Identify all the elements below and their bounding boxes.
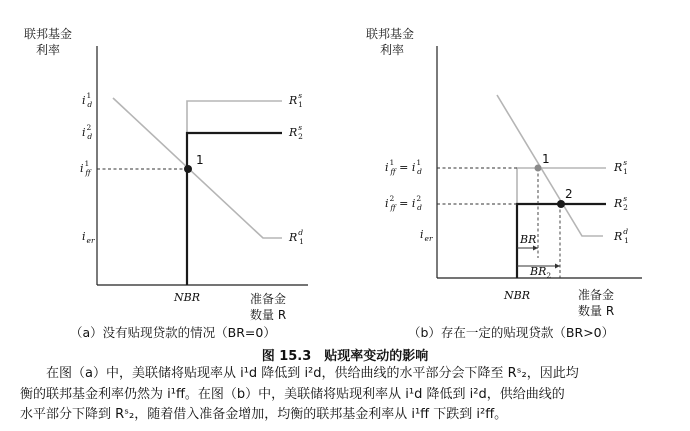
panel-b-x-axis-title-line1: 准备金 <box>578 288 615 302</box>
panel-a-label-rs2: $R^s$ 2 <box>289 123 303 141</box>
body-line-2: 衡的联邦基金利率仍然为 i¹ff。在图（b）中，美联储将贴现利率从 i¹d 降低到 i²d，供给曲线的 <box>20 386 565 402</box>
panel-b-label-rs2: $R^s$ 2 <box>614 194 628 212</box>
panel-a-demand-curve-rd1 <box>113 98 282 238</box>
panel-a-equilibrium-point-1 <box>184 165 192 173</box>
panel-a-y-axis-title-line2: 利率 <box>36 43 61 57</box>
panel-b-tick-i2: $i^2$ ff = $i^2$ d <box>385 194 422 212</box>
panel-b-x-tick-nbr: NBR <box>504 289 530 302</box>
body-line-3: 水平部分下降到 Rˢ₂，随着借入准备金增加，均衡的联邦基金利率从 i¹ff 下跌到 i²ff。 <box>20 407 508 422</box>
panel-b-label-rs1: $R^s$ 1 <box>614 158 628 176</box>
panel-a-caption: （a）没有贴现贷款的情况（BR=0） <box>70 325 276 340</box>
panel-a-tick-ier: $i_{er}$ <box>82 230 95 245</box>
panel-b-label-rd1: $R^d$ 1 <box>614 227 629 245</box>
panel-b-br-label: BR <box>520 233 537 246</box>
panel-b-y-axis-title-line1: 联邦基金 <box>366 27 415 41</box>
panel-a-label-rd1: $R^d$ 1 <box>289 228 304 246</box>
panel-a-tick-iff1: $i^1$ ff <box>80 159 91 177</box>
panel-b-tick-ier: $i_{er}$ <box>420 228 433 243</box>
panel-a-x-axis-title-line1: 准备金 <box>250 292 287 306</box>
panel-b-supply-curve-rs1 <box>517 168 606 278</box>
panel-a <box>24 26 308 322</box>
panel-b-tick-i1: $i^1$ ff = $i^1$ d <box>385 158 422 176</box>
panel-b-point-1-label: 1 <box>542 152 550 166</box>
panel-b-demand-curve-rd1 <box>497 95 603 236</box>
body-text <box>20 364 680 426</box>
panel-a-label-rs1: $R^s$ 1 <box>289 91 303 109</box>
panel-b-point-1 <box>535 165 542 172</box>
panel-a-x-tick-nbr: NBR <box>174 291 200 304</box>
panel-a-x-axis-title-line2: 数量 R <box>250 308 287 322</box>
panel-a-y-axis-title-line1: 联邦基金 <box>24 27 73 41</box>
figure-title: 图 15.3 贴现率变动的影响 <box>261 349 429 364</box>
panel-b-point-2 <box>557 200 565 208</box>
panel-b-point-2-label: 2 <box>565 187 573 201</box>
panel-b-y-axis-title-line2: 利率 <box>380 43 405 57</box>
panel-a-tick-id1: $i^1$ d <box>82 91 93 109</box>
panel-b-br2-label: $BR_2$ <box>530 265 552 280</box>
panel-a-point-1-label: 1 <box>196 153 204 167</box>
body-line-1: 在图（a）中，美联储将贴现率从 i¹d 降低到 i²d，供给曲线的水平部分会下降至 Rˢ₂，因此均 <box>46 366 579 381</box>
panel-b-caption: （b）存在一定的贴现贷款（BR>0） <box>408 325 615 340</box>
panel-b-x-axis-title-line2: 数量 R <box>578 304 615 318</box>
panel-a-supply-curve-rs1 <box>187 101 282 285</box>
panel-a-tick-id2: $i^2$ d <box>82 123 93 141</box>
panel-b <box>366 26 642 318</box>
